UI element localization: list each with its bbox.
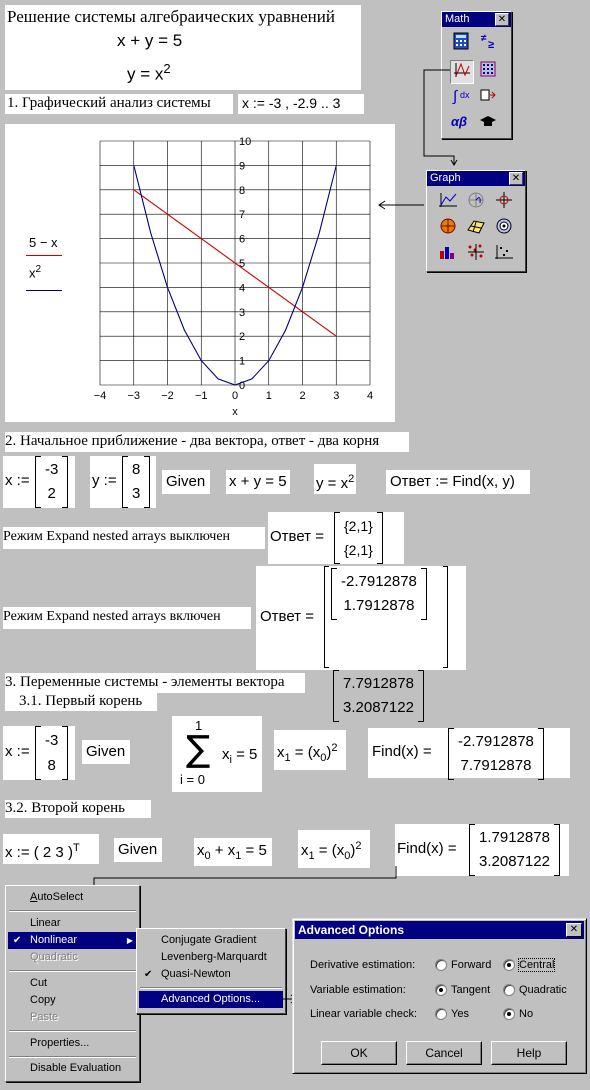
x-assign-label: x := — [5, 472, 30, 489]
sum-bottom: i = 0 — [180, 772, 205, 787]
x-tick-label: 2 — [299, 390, 306, 402]
polar-plot-icon[interactable] — [465, 191, 487, 213]
menu-item-copy[interactable] — [8, 992, 137, 1009]
surface-icon[interactable] — [465, 217, 487, 239]
radio-tangent-button[interactable] — [435, 984, 447, 996]
answer-on-inner-a — [331, 568, 427, 620]
answer-on-a1: 1.7912878 — [343, 597, 415, 614]
y-initial-region[interactable] — [90, 456, 156, 508]
y-initial-0: 8 — [132, 461, 141, 478]
trace-icon[interactable] — [465, 243, 487, 265]
answer-on-region[interactable] — [256, 566, 466, 716]
expand-off-label: Режим Expand nested arrays выключен — [3, 529, 231, 544]
x3-initial-region[interactable] — [3, 726, 75, 780]
sum-symbol: ∑ — [186, 729, 211, 770]
x-tick-label: 4 — [366, 390, 374, 402]
radio-no[interactable] — [503, 1008, 533, 1020]
dialog-titlebar[interactable] — [295, 921, 584, 939]
given-region[interactable] — [162, 470, 210, 494]
menu-item-nonlinear[interactable] — [8, 932, 137, 949]
derivative-estimation-label: Derivative estimation: — [310, 959, 416, 971]
radio-central-button[interactable] — [503, 959, 515, 971]
answer-eq-off: Ответ = — [270, 528, 324, 545]
x4-row-region[interactable] — [3, 834, 99, 864]
find4-result-0: 1.7912878 — [479, 829, 550, 846]
menu-item-cut-label: Cut — [30, 977, 48, 989]
y-tick-label: 9 — [239, 160, 246, 173]
find-assign: Ответ := Find(x, y) — [390, 473, 515, 490]
find-assign-region[interactable] — [386, 470, 530, 494]
sum-constraint-region[interactable] — [172, 716, 262, 792]
given4-region[interactable] — [114, 838, 162, 862]
boolean-icon[interactable] — [477, 32, 499, 54]
linear-variable-check-label: Linear variable check: — [310, 1008, 418, 1020]
dialog-title: Advanced Options — [298, 923, 405, 937]
svg-text:≥: ≥ — [488, 39, 495, 50]
given3-region[interactable] — [82, 740, 130, 764]
y-tick-label: 0 — [239, 380, 246, 392]
trace-label-2: $x^2$ — [29, 264, 42, 281]
y-initial-1: 3 — [132, 485, 141, 502]
cancel-button[interactable]: Cancel — [406, 1041, 482, 1065]
x-tick-label: 3 — [333, 390, 340, 402]
svg-text:dx: dx — [460, 90, 470, 100]
help-button[interactable]: Help — [491, 1041, 567, 1065]
vector-field-icon[interactable] — [437, 243, 459, 265]
graph-toolbar-titlebar[interactable] — [427, 171, 525, 186]
sum2-constraint: $x_0 + x_1 = 5$ — [197, 842, 267, 862]
x-tick-label: −1 — [194, 390, 208, 402]
section3-heading-box — [5, 673, 305, 693]
y-tick-label: 2 — [239, 331, 246, 344]
y-tick-label: 3 — [239, 306, 246, 319]
radio-central[interactable] — [503, 959, 554, 971]
y-tick-label: 1 — [239, 355, 246, 368]
constraint1: x + y = 5 — [229, 473, 287, 490]
find4-region[interactable] — [395, 824, 569, 876]
graph-region[interactable] — [5, 124, 395, 422]
submenu-item-levenberg-marquardt-label: Levenberg-Marquardt — [161, 951, 267, 963]
given4-keyword: Given — [118, 841, 158, 858]
menu-item-disable-evaluation-label: Disable Evaluation — [30, 1062, 122, 1074]
answer-off-1: {2,1} — [344, 542, 373, 558]
dialog-close-button[interactable]: ✕ — [566, 923, 582, 937]
x-tick-label: −4 — [93, 390, 107, 402]
radio-quadratic[interactable] — [503, 984, 567, 996]
nonlinear-check-icon: ✔ — [13, 935, 22, 946]
svg-text:≠: ≠ — [481, 33, 487, 44]
constraint2: $y = x^2$ — [316, 473, 355, 492]
toolbar-connector — [420, 68, 460, 168]
menu-item-quadratic-label: Quadratic — [30, 951, 78, 963]
section1-heading: 1. Графический анализ системы — [7, 95, 211, 111]
xy-plot-icon[interactable] — [437, 191, 459, 213]
given-keyword: Given — [166, 473, 206, 490]
section2-heading: 2. Начальное приближение - два вектора, ответ - два корня — [5, 433, 380, 449]
x4-row: x := ( 2 3 )$^T$ — [5, 842, 80, 861]
x-tick-label: −2 — [161, 390, 174, 402]
find3-result — [448, 728, 544, 780]
constraint4: $x_1 = (x_0)^2$ — [301, 840, 362, 862]
x-initial-0: -3 — [45, 461, 59, 478]
sub2-heading-box — [5, 800, 151, 818]
radio-yes[interactable] — [435, 1008, 469, 1020]
y-tick-label: 8 — [239, 184, 246, 197]
menu-item-linear[interactable] — [8, 915, 137, 932]
radio-forward-button[interactable] — [435, 959, 447, 971]
x-initial-region[interactable] — [3, 456, 75, 508]
context-menu[interactable] — [5, 885, 140, 1082]
sum2-constraint-region[interactable] — [194, 838, 272, 866]
expand-on-label: Режим Expand nested arrays включен — [3, 609, 221, 624]
radio-yes-button[interactable] — [435, 1008, 447, 1020]
radio-yes-label: Yes — [451, 1008, 469, 1020]
nonlinear-submenu[interactable] — [136, 928, 286, 1014]
menu-separator — [140, 987, 282, 989]
constraint2-region[interactable] — [314, 464, 356, 494]
submenu-item-conjugate-gradient-label: Conjugate Gradient — [161, 934, 257, 946]
given3-keyword: Given — [86, 743, 126, 760]
answer-eq-on: Ответ = — [260, 608, 314, 625]
expand-on-label-box — [3, 607, 251, 629]
x-tick-label: 0 — [231, 390, 239, 402]
menu-separator — [9, 970, 136, 972]
menu-item-quadratic — [8, 949, 137, 966]
menu-item-disable-evaluation[interactable] — [8, 1060, 137, 1077]
menu-separator — [9, 1056, 136, 1058]
calculator-icon[interactable] — [450, 32, 472, 54]
sum-body: $x_i = 5$ — [222, 746, 258, 766]
x-tick-label: 1 — [265, 390, 272, 402]
advanced-options-dialog[interactable] — [292, 918, 587, 1074]
math-toolbar-titlebar[interactable] — [442, 12, 511, 27]
sum-top: 1 — [195, 718, 203, 733]
header-equation-2: $y = x^2$ — [127, 61, 171, 84]
header-region — [5, 5, 361, 90]
submenu-item-quasi-newton[interactable] — [139, 966, 283, 983]
x3-initial-0: -3 — [45, 732, 59, 749]
find3-label: Find(x) = — [372, 743, 432, 760]
range-definition-box — [238, 94, 364, 114]
find4-result-1: 3.2087122 — [479, 853, 550, 870]
math-toolbar-title: Math — [445, 13, 470, 25]
graph-toolbar-close-button[interactable]: ✕ — [509, 172, 523, 185]
x3-initial-1: 8 — [47, 757, 56, 774]
ok-button[interactable]: OK — [321, 1041, 397, 1065]
symbolic-icon[interactable] — [477, 112, 499, 134]
page-title: Решение системы алгебраических уравнений — [7, 7, 335, 26]
x-tick-label: −3 — [127, 390, 141, 402]
x-initial-1: 2 — [47, 485, 56, 502]
radio-quadratic-label: Quadratic — [519, 984, 567, 996]
y-assign-label: y := — [92, 472, 117, 489]
y-tick-label: 7 — [239, 209, 246, 222]
math-toolbar-close-button[interactable]: ✕ — [495, 13, 509, 26]
range-definition: x := -3 , -2.9 .. 3 — [242, 95, 341, 111]
3d-bar-icon[interactable] — [437, 217, 459, 239]
menu-item-cut[interactable] — [8, 975, 137, 992]
answer-on-inner-b — [333, 670, 424, 722]
menu-item-properties[interactable] — [8, 1035, 137, 1052]
submenu-item-advanced-options-label: Advanced Options... — [161, 993, 261, 1005]
radio-tangent-label: Tangent — [451, 984, 491, 996]
find4-result — [469, 824, 560, 876]
header-equation-1: x + y = 5 — [117, 31, 183, 50]
x3-initial-vector — [35, 726, 68, 780]
menu-item-autoselect[interactable]: AutoSelect — [30, 891, 84, 903]
menu-item-paste — [8, 1009, 137, 1026]
graph-toolbar-arrow — [376, 199, 426, 211]
scatter-icon[interactable] — [493, 217, 515, 239]
section2-heading-box — [5, 432, 409, 452]
find3-result-0: -2.7912878 — [458, 733, 534, 750]
menu-item-linear-label: Linear — [30, 917, 61, 929]
quasi-newton-check-icon: ✔ — [144, 969, 153, 980]
find4-label: Find(x) = — [397, 840, 457, 857]
submenu-arrow-icon: ▶ — [126, 936, 133, 945]
sub1-heading: 3.1. Первый корень — [19, 693, 143, 709]
answer-on-b1: 3.2087122 — [343, 699, 414, 716]
submenu-item-conjugate-gradient[interactable] — [139, 932, 283, 949]
answer-on-b0: 7.7912878 — [343, 675, 414, 692]
radio-quadratic-button[interactable] — [503, 984, 515, 996]
section1-heading-box — [5, 94, 233, 114]
y-tick-label: 6 — [239, 233, 246, 246]
answer-on-outer-matrix — [324, 566, 448, 716]
section3-heading: 3. Переменные системы - элементы вектора — [5, 674, 285, 690]
sub1-heading-box — [5, 693, 157, 711]
radio-no-button[interactable] — [503, 1008, 515, 1020]
x3-assign-label: x := — [5, 743, 30, 760]
expand-off-label-box — [3, 527, 265, 549]
radio-forward[interactable] — [435, 959, 491, 971]
constraint1-region[interactable] — [226, 470, 290, 494]
menu-item-autoselect-label: utoSelect — [37, 891, 84, 903]
submenu-item-levenberg-marquardt[interactable] — [139, 949, 283, 966]
answer-off-region[interactable] — [268, 512, 404, 564]
graph-toolbar[interactable] — [426, 170, 526, 272]
matrix-icon[interactable] — [477, 60, 499, 82]
menu-separator — [9, 910, 136, 912]
x-initial-vector — [35, 456, 68, 508]
menu-separator — [9, 1030, 136, 1032]
y-tick-label: 4 — [239, 282, 246, 295]
constraint4-region[interactable] — [298, 830, 370, 868]
contour-icon[interactable] — [493, 191, 515, 213]
constraint3-region[interactable] — [274, 730, 346, 770]
svg-text:∫: ∫ — [453, 88, 458, 104]
x-axis-label: x — [232, 406, 238, 418]
menu-item-properties-label: Properties... — [30, 1037, 90, 1049]
radio-central-label: Central — [519, 959, 555, 971]
variable-estimation-label: Variable estimation: — [310, 984, 406, 996]
y-tick-label: 5 — [239, 258, 246, 270]
answer-off-vector — [334, 512, 383, 564]
constraint3: $x_1 = (x_0)^2$ — [277, 742, 338, 764]
menu-item-paste-label: Paste — [30, 1011, 59, 1023]
radio-tangent[interactable] — [435, 984, 490, 996]
xy-plot — [5, 124, 395, 422]
radio-no-label: No — [519, 1008, 534, 1020]
svg-text:αβ: αβ — [451, 114, 468, 129]
find3-result-1: 7.7912878 — [460, 757, 532, 774]
zoom-icon[interactable] — [493, 243, 515, 265]
submenu-item-advanced-options[interactable] — [139, 991, 283, 1008]
submenu-item-quasi-newton-label: Quasi-Newton — [161, 968, 231, 980]
y-tick-label: 10 — [239, 136, 252, 148]
menu-item-copy-label: Copy — [30, 994, 56, 1006]
sub2-heading: 3.2. Второй корень — [5, 800, 125, 816]
y-initial-vector — [122, 456, 150, 508]
evaluation-icon[interactable] — [477, 86, 499, 108]
trace-label-1: 5 − x — [29, 235, 58, 250]
answer-on-a0: -2.7912878 — [341, 573, 417, 590]
menu-item-nonlinear-label: Nonlinear — [30, 934, 78, 946]
find3-region[interactable] — [368, 728, 570, 778]
answer-off-0: {2,1} — [344, 518, 373, 534]
radio-forward-label: Forward — [451, 959, 492, 971]
graph-toolbar-title: Graph — [430, 172, 461, 184]
